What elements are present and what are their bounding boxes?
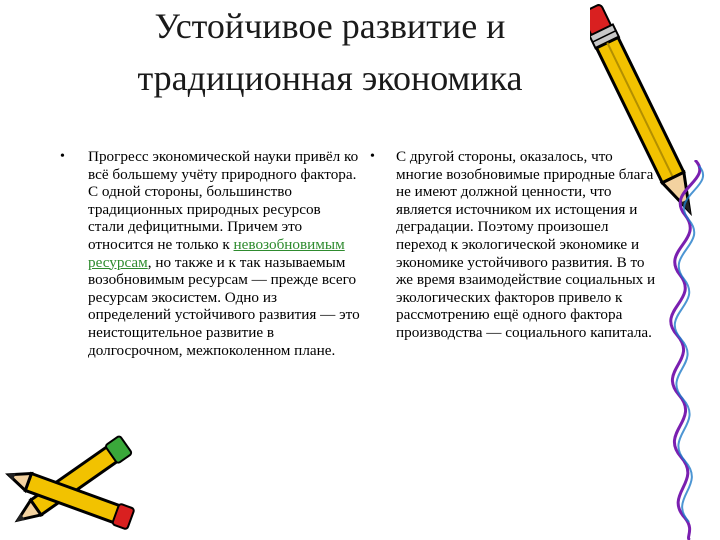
right-paragraph: С другой стороны, оказалось, что многие возобновимые природные блага не имеют должной ценности, что является источником их истощения и деградации. Поэтому произошел переход к экологической экономике и экономике устойчивого развития. В то же время взаимодействие социальных и экологических факторов привело к рассмотрению ещё одного фактора производства — социального капитала.: [396, 148, 656, 341]
title-line-2: традиционная экономика: [137, 58, 523, 98]
left-text-before-link: Прогресс экономической науки привёл ко всё большему учёту природного фактора. С одной стороны, большинство традиционных природных ресурсов стали дефицитными. Причем это относится не только к: [88, 148, 359, 253]
squiggle-decoration-icon: [655, 160, 720, 540]
slide-title: [100, 0, 560, 104]
title-line-1: Устойчивое развитие и: [154, 6, 506, 46]
pencils-bottom-left-icon: [0, 430, 150, 540]
bullet-marker: •: [370, 149, 375, 164]
left-text-after-link: , но также и к так называемым возобновимым ресурсам — прежде всего ресурсам экосистем. Одно из определений устойчивого развития — это неистощительное развитие в долгосрочном, межпоколенном плане.: [88, 253, 360, 359]
nonrenewable-resources-link[interactable]: невозобновимым ресурсам: [88, 235, 345, 271]
left-column: [60, 148, 360, 359]
left-paragraph: [60, 148, 360, 359]
bullet-marker: •: [60, 149, 65, 164]
